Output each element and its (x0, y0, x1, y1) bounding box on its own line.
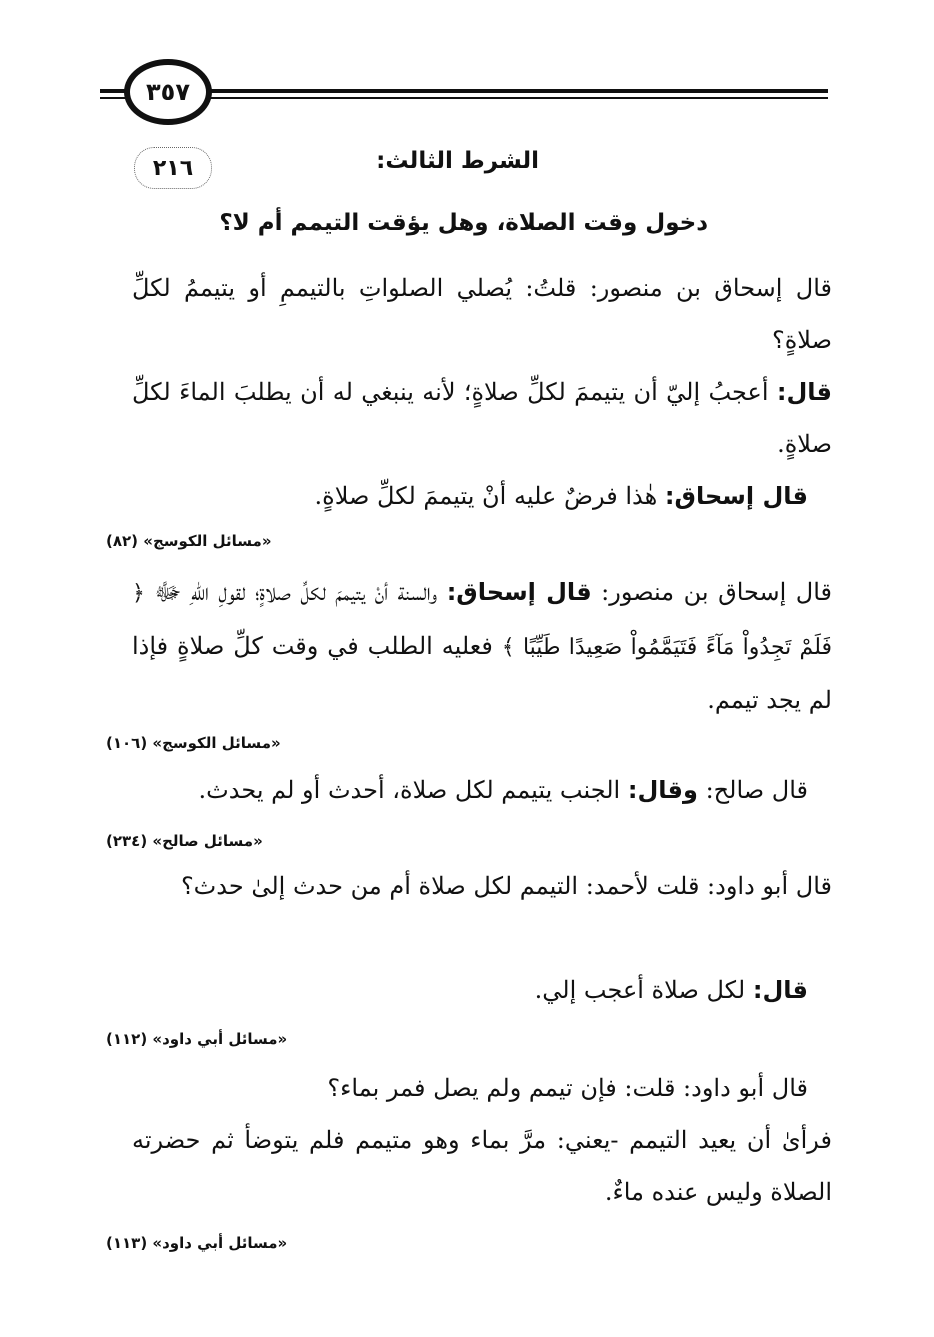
page-number: ٣٥٧ (124, 59, 212, 125)
paragraph-text: قال أبو داود: قلت لأحمد: التيمم لكل صلاة أم من حدث إلىٰ حدث؟ (180, 872, 832, 900)
paragraph-text: قال إسحاق بن منصور: (601, 578, 832, 606)
paragraph (535, 964, 808, 1016)
speaker-label: قال إسحاق: (664, 482, 808, 510)
source-citation: «مسائل الكوسج» (١٠٦) (106, 734, 281, 752)
section-number-badge: ٢١٦ (134, 147, 212, 189)
paragraph (132, 366, 832, 470)
paragraph-text: لكل صلاة أعجب إلي. (534, 976, 746, 1004)
paragraph-text: قال أبو داود: قلت: فإن تيمم ولم يصل فمر بماء؟ (327, 1074, 808, 1102)
section-subheading: دخول وقت الصلاة، وهل يؤقت التيمم أم لا؟ (219, 210, 708, 236)
paragraph (132, 566, 832, 726)
speaker-label: قال: (776, 378, 832, 406)
paragraph-text: فرأىٰ أن يعيد التيمم -يعني: مرَّ بماء وهو متيمم فلم يتوضأ ثم حضرته الصلاة وليس عنده ماءٌ. (132, 1126, 832, 1206)
source-citation: «مسائل أبي داود» (١١٢) (106, 1030, 288, 1048)
paragraph-text: الجنب يتيمم لكل صلاة، أحدث أو لم يحدث. (198, 776, 621, 804)
paragraph-text: أعجبُ إليّ أن يتيممَ لكلِّ صلاةٍ؛ لأنه ينبغي له أن يطلبَ الماءَ لكلِّ صلاةٍ. (132, 378, 832, 458)
paragraph (132, 860, 832, 912)
paragraph (315, 470, 809, 522)
speaker-label: قال: (752, 976, 808, 1004)
paragraph (132, 1114, 832, 1218)
paragraph (132, 262, 832, 366)
paragraph-text: فعليه الطلب في وقت كلِّ صلاةٍ فإذا لم يجد تيمم. (132, 632, 832, 714)
section-heading: الشرط الثالث: (376, 148, 539, 174)
paragraph-text: قال إسحاق بن منصور: قلتُ: يُصلي الصلواتِ بالتيممِ أو يتيممُ لكلِّ صلاةٍ؟ (132, 274, 832, 354)
paragraph-text: هٰذا فرضٌ عليه أنْ يتيممَ لكلِّ صلاةٍ. (314, 482, 658, 510)
paragraph (199, 764, 808, 816)
paragraph-text: والسنة أنْ يتيممَ لكلِّ صلاةٍ؛ لقولِ اللهِ ﷻ (154, 578, 438, 606)
speaker-label: وقال: (627, 776, 698, 804)
source-citation: «مسائل أبي داود» (١١٣) (106, 1234, 288, 1252)
paragraph (327, 1062, 808, 1114)
paragraph-text: قال صالح: (705, 776, 808, 804)
source-citation: «مسائل الكوسج» (٨٢) (106, 532, 272, 550)
quran-verse: ﴿ فَلَمْ تَجِدُواْ مَآءً فَتَيَمَّمُواْ صَعِيدًا طَيِّبًا ﴾ (132, 581, 833, 660)
speaker-label: قال إسحاق: (446, 578, 592, 606)
source-citation: «مسائل صالح» (٢٣٤) (106, 832, 263, 850)
